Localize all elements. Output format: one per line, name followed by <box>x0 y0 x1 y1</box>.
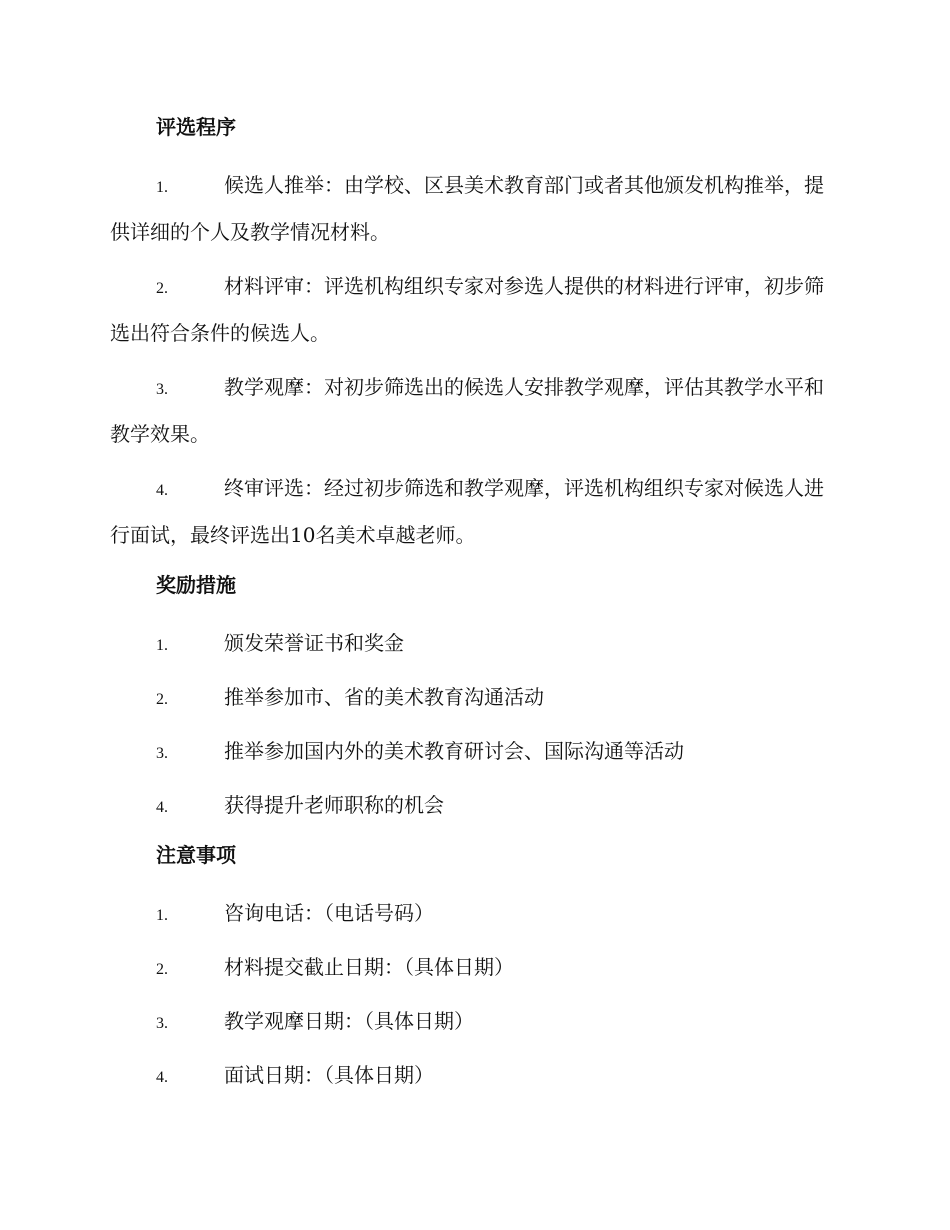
section-heading-notes: 注意事项 <box>156 843 236 867</box>
list-item <box>110 999 840 1043</box>
list-item-number: 4. <box>156 482 168 499</box>
list-item-text: 教学观摩日期：（具体日期） <box>224 1009 474 1033</box>
section-heading-rewards: 奖励措施 <box>156 573 236 597</box>
list-item-number: 1. <box>156 179 168 196</box>
list-item-text: 终审评选：经过初步筛选和教学观摩，评选机构组织专家对候选人进行面试，最终评选出10名美术卓越老师。 <box>110 476 824 547</box>
list-item <box>110 891 840 935</box>
list-item <box>110 163 840 254</box>
list-item-number: 1. <box>156 907 168 924</box>
list-item-number: 3. <box>156 1015 168 1032</box>
list-item <box>110 783 840 827</box>
list-item-text: 材料提交截止日期：（具体日期） <box>224 955 514 979</box>
list-item <box>110 1053 840 1097</box>
list-item-text: 推举参加市、省的美术教育沟通活动 <box>224 685 544 709</box>
selection-procedure-list <box>110 163 840 557</box>
list-item-text: 教学观摩：对初步筛选出的候选人安排教学观摩，评估其教学水平和教学效果。 <box>110 375 824 446</box>
list-item-number: 3. <box>156 745 168 762</box>
list-item-text: 咨询电话：（电话号码） <box>224 901 434 925</box>
list-item-number: 2. <box>156 691 168 708</box>
list-item <box>110 675 840 719</box>
list-item <box>110 621 840 665</box>
list-item-number: 4. <box>156 1069 168 1086</box>
list-item-text: 面试日期：（具体日期） <box>224 1063 434 1087</box>
list-item-number: 1. <box>156 637 168 654</box>
list-item-text: 候选人推举：由学校、区县美术教育部门或者其他颁发机构推举，提供详细的个人及教学情况材料。 <box>110 173 824 244</box>
notes-list <box>110 891 840 1097</box>
list-item <box>110 264 840 355</box>
list-item-number: 2. <box>156 961 168 978</box>
list-item-text: 获得提升老师职称的机会 <box>224 793 444 817</box>
list-item <box>110 729 840 773</box>
section-heading-selection-procedure: 评选程序 <box>156 115 236 139</box>
list-item-number: 3. <box>156 381 168 398</box>
list-item <box>110 365 840 456</box>
list-item <box>110 945 840 989</box>
list-item-number: 2. <box>156 280 168 297</box>
rewards-list <box>110 621 840 827</box>
list-item <box>110 466 840 557</box>
list-item-number: 4. <box>156 799 168 816</box>
list-item-text: 推举参加国内外的美术教育研讨会、国际沟通等活动 <box>224 739 684 763</box>
list-item-text: 材料评审：评选机构组织专家对参选人提供的材料进行评审，初步筛选出符合条件的候选人。 <box>110 274 824 345</box>
list-item-text: 颁发荣誉证书和奖金 <box>224 631 404 655</box>
